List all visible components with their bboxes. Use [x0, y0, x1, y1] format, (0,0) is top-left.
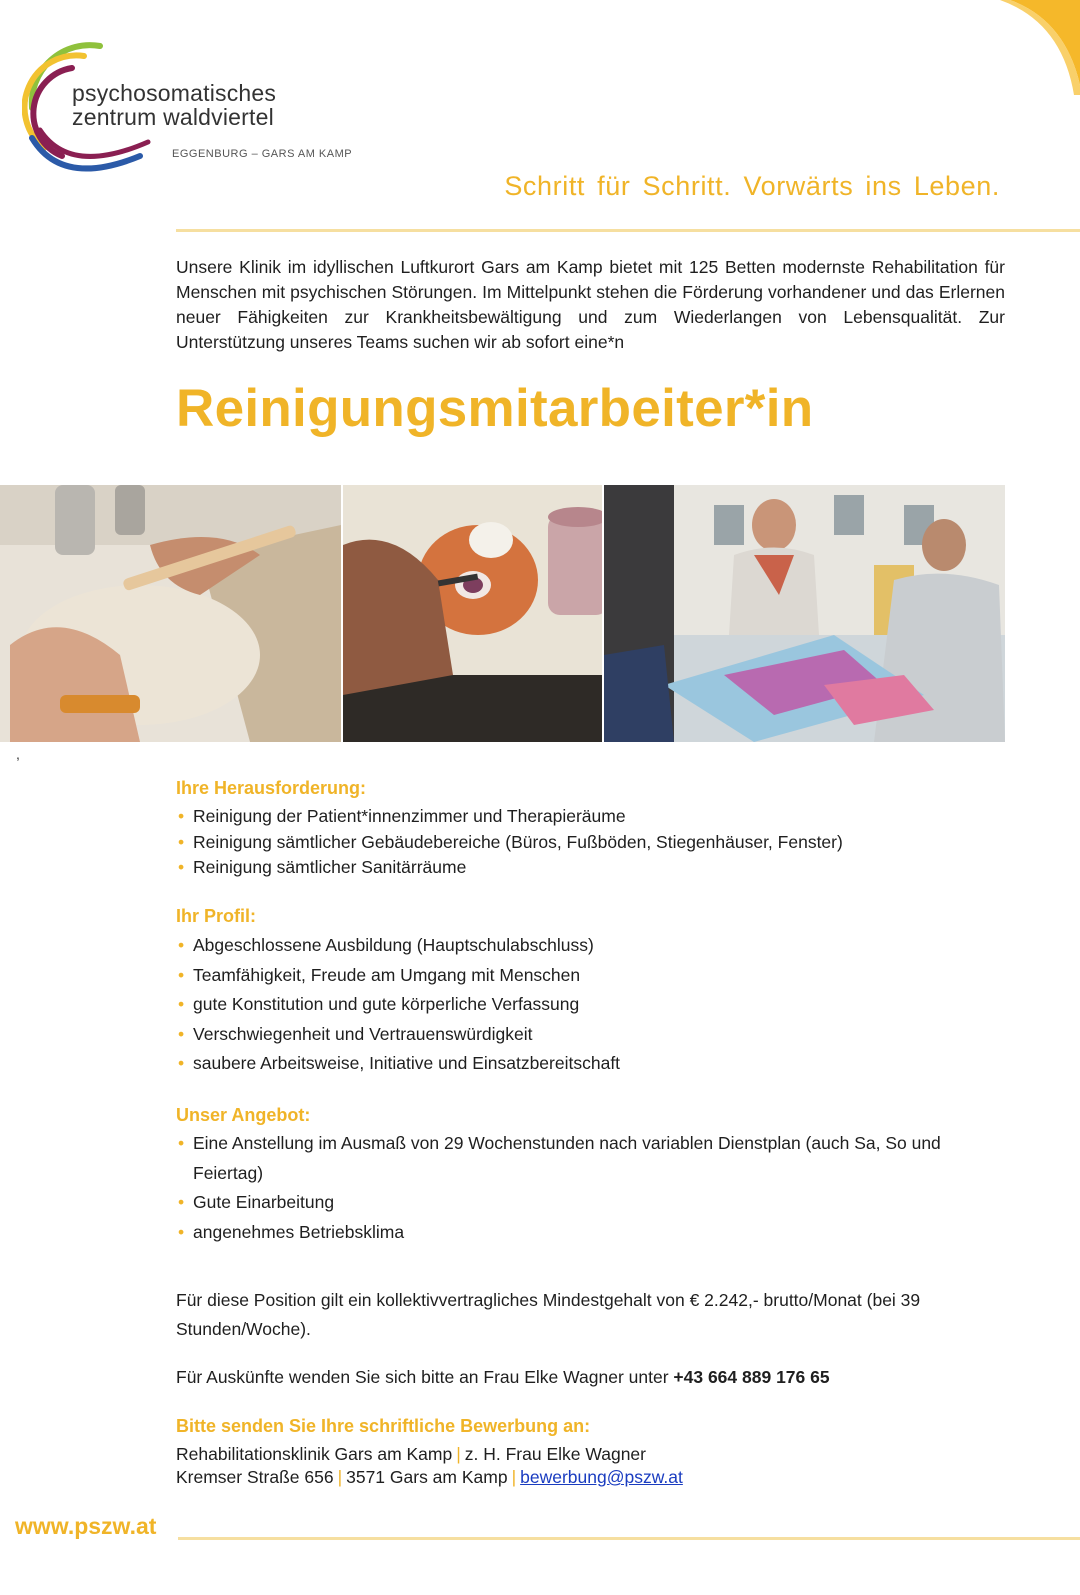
footer-url[interactable]: www.pszw.at	[15, 1513, 157, 1539]
list-item: • saubere Arbeitsweise, Initiative und Einsatzbereitschaft	[176, 1049, 620, 1079]
photo-painting	[343, 485, 602, 742]
offer-heading: Unser Angebot:	[176, 1105, 311, 1125]
list-item: • gute Konstitution und gute körperliche Verfassung	[176, 990, 620, 1020]
org-name: Rehabilitationsklinik Gars am Kamp	[176, 1444, 453, 1464]
list-item: • Gute Einarbeitung	[176, 1188, 1006, 1218]
contact-line	[176, 1367, 830, 1388]
logo-line-2: zentrum waldviertel	[72, 104, 274, 130]
contact-text: Für Auskünfte wenden Sie sich bitte an Frau Elke Wagner unter	[176, 1367, 669, 1387]
stray-mark: ,	[16, 746, 20, 762]
email-link[interactable]: bewerbung@pszw.at	[520, 1467, 683, 1487]
corner-decoration	[970, 0, 1080, 95]
list-item: • Abgeschlossene Ausbildung (Hauptschulabschluss)	[176, 931, 620, 961]
separator: |	[511, 1467, 517, 1487]
application-heading: Bitte senden Sie Ihre schriftliche Bewerbung an:	[176, 1416, 591, 1436]
contact-phone[interactable]: +43 664 889 176 65	[673, 1367, 830, 1387]
list-item: • Teamfähigkeit, Freude am Umgang mit Menschen	[176, 961, 620, 991]
intro-text: Unsere Klinik im idyllischen Luftkurort Gars am Kamp bietet mit 125 Betten modernste Rehabilitation für Menschen mit psychischen Störungen. Im Mittelpunkt stehen die Förderung vorhandener und das Erlernen neuer Fähigkeiten zur Krankheitsbewältigung und zum Wiederlangen von Lebensqualität. Zur Unterstützung unseres Teams suchen wir ab sofort eine*n	[176, 257, 1005, 352]
photo-crafting	[0, 485, 341, 742]
salary-text: Für diese Position gilt ein kollektivvertragliches Mindestgehalt von € 2.242,- brutto/Monat (bei 39 Stunden/Woche).	[176, 1290, 921, 1339]
offer-list	[176, 1129, 1006, 1247]
logo	[22, 38, 382, 188]
job-title: Reinigungsmitarbeiter*in	[176, 379, 814, 438]
city: 3571 Gars am Kamp	[346, 1467, 508, 1487]
street: Kremser Straße 656	[176, 1467, 334, 1487]
slogan: Schritt für Schritt. Vorwärts ins Leben.	[504, 171, 1000, 201]
photo-group-therapy	[604, 485, 1005, 742]
list-item: • angenehmes Betriebsklima	[176, 1218, 1006, 1248]
separator: |	[337, 1467, 343, 1487]
logo-subtitle: EGGENBURG – GARS AM KAMP	[172, 148, 353, 160]
profile-list	[176, 931, 620, 1079]
profile-heading: Ihr Profil:	[176, 906, 256, 926]
footer-divider	[178, 1537, 1080, 1540]
list-item: • Eine Anstellung im Ausmaß von 29 Wochenstunden nach variablen Dienstplan (auch Sa, So und Feiertag)	[176, 1129, 1006, 1188]
list-item: • Verschwiegenheit und Vertrauenswürdigkeit	[176, 1020, 620, 1050]
attention-name: z. H. Frau Elke Wagner	[464, 1444, 646, 1464]
logo-line-1: psychosomatisches	[72, 80, 277, 106]
challenge-list	[176, 804, 843, 881]
photo-strip	[0, 485, 1005, 742]
address-line-1	[176, 1443, 646, 1466]
list-item: • Reinigung sämtlicher Sanitärräume	[176, 855, 843, 881]
list-item: • Reinigung sämtlicher Gebäudebereiche (Büros, Fußböden, Stiegenhäuser, Fenster)	[176, 830, 843, 856]
list-item: • Reinigung der Patient*innenzimmer und Therapieräume	[176, 804, 843, 830]
header-divider	[176, 229, 1080, 232]
address-line-2	[176, 1466, 683, 1489]
separator: |	[456, 1444, 461, 1464]
challenge-heading: Ihre Herausforderung:	[176, 778, 367, 798]
